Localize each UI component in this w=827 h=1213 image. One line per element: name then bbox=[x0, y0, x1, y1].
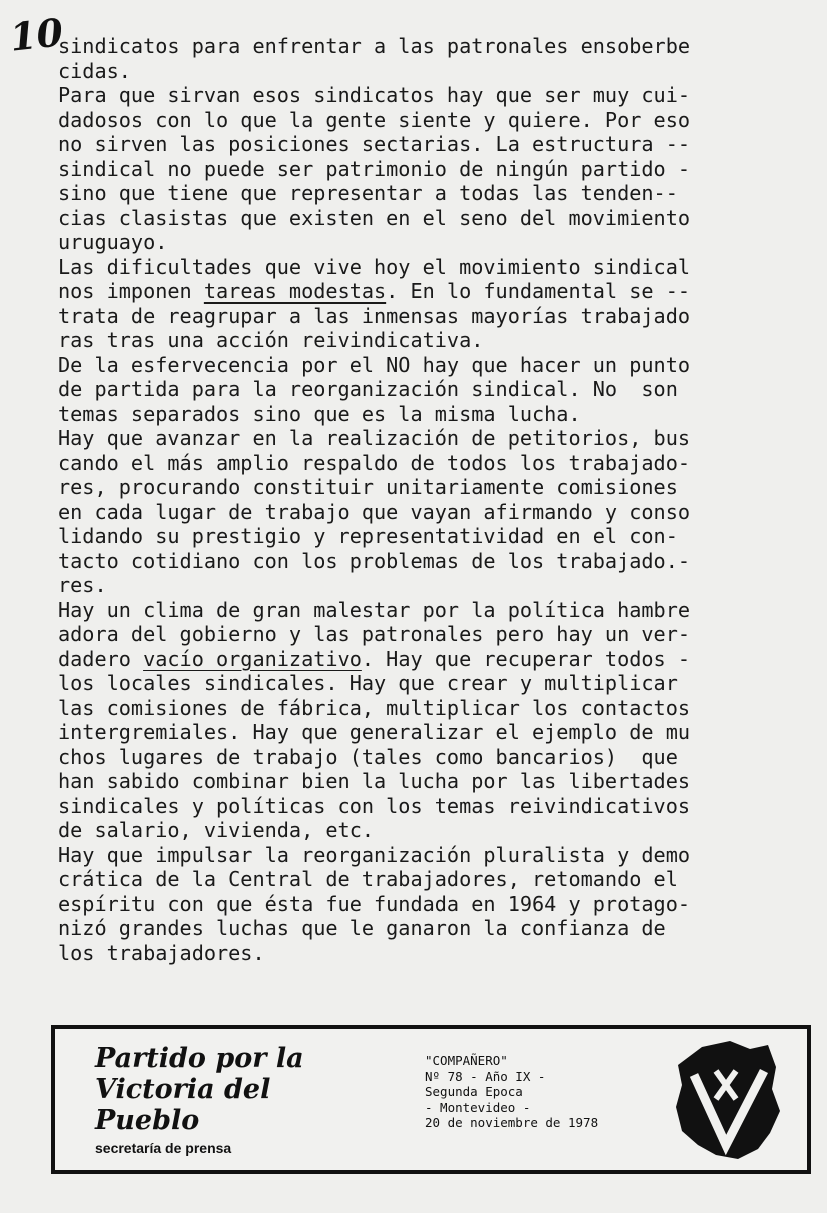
city: - Montevideo - bbox=[425, 1099, 531, 1115]
pvp-logo-icon bbox=[672, 1037, 782, 1163]
article-body bbox=[58, 34, 818, 965]
publication-date: 20 de noviembre de 1978 bbox=[425, 1115, 599, 1130]
text-line: temas separados sino que es la misma lucha. bbox=[58, 401, 581, 426]
text-line: Hay un clima de gran malestar por la política hambre bbox=[58, 597, 691, 622]
text-line: tacto cotidiano con los problemas de los trabajado.- bbox=[58, 548, 691, 573]
party-name bbox=[95, 1043, 304, 1136]
text-line: dadosos con lo que la gente siente y quiere. Por eso bbox=[58, 107, 691, 132]
underlined-phrase: tareas modestas bbox=[203, 279, 387, 303]
text-line: Para que sirvan esos sindicatos hay que ser muy cui- bbox=[58, 83, 691, 107]
text-line: lidando su prestigio y representatividad en el con- bbox=[58, 524, 678, 548]
text-line: res, procurando constituir unitariamente comisiones bbox=[58, 475, 678, 499]
text-line: no sirven las posiciones sectarias. La estructura -- bbox=[58, 132, 691, 156]
text-line: Las dificultades que vive hoy el movimiento sindical bbox=[58, 254, 691, 279]
line-text-after: . En lo fundamental se -- bbox=[386, 279, 691, 303]
text-line: sindicatos para enfrentar a las patronales ensoberbe bbox=[58, 34, 691, 58]
text-line: Hay que impulsar la reorganización pluralista y demo bbox=[58, 842, 691, 867]
text-line: Hay que avanzar en la realización de petitorios, bus bbox=[58, 426, 691, 450]
text-line: crática de la Central de trabajadores, retomando el bbox=[58, 867, 678, 891]
department-label: secretaría de prensa bbox=[95, 1140, 232, 1156]
text-line: espíritu con que ésta fue fundada en 1964 y protago- bbox=[58, 891, 691, 916]
line-text-before: nos imponen bbox=[58, 279, 204, 303]
page-number: 10 bbox=[7, 9, 66, 60]
text-line: sindicales y políticas con los temas reivindicativos bbox=[58, 793, 691, 818]
underlined-phrase: vacío organizativo bbox=[143, 646, 362, 671]
text-line: cidas. bbox=[58, 58, 131, 83]
publication-title: "COMPAÑERO" bbox=[425, 1053, 508, 1068]
party-name-line: Partido por la bbox=[95, 1043, 304, 1074]
text-line: en cada lugar de trabajo que vayan afirmando y conso bbox=[58, 499, 691, 524]
text-line: de partida para la reorganización sindical. No son bbox=[58, 377, 678, 401]
text-line: los trabajadores. bbox=[58, 940, 265, 965]
text-line-with-underline bbox=[58, 647, 818, 672]
text-line: cando el más amplio respaldo de todos los trabajado- bbox=[58, 450, 691, 475]
line-text-before: dadero bbox=[58, 646, 144, 671]
text-line: res. bbox=[58, 573, 107, 597]
text-line: adora del gobierno y las patronales pero hay un ver- bbox=[58, 622, 691, 646]
text-line: los locales sindicales. Hay que crear y multiplicar bbox=[58, 671, 678, 695]
text-line: sino que tiene que representar a todas las tenden-- bbox=[58, 181, 678, 205]
text-line: De la esfervecencia por el NO hay que hacer un punto bbox=[58, 352, 691, 377]
text-line: trata de reagrupar a las inmensas mayorías trabajado bbox=[58, 303, 691, 328]
party-name-line: Pueblo bbox=[95, 1105, 200, 1136]
edition: Segunda Epoca bbox=[425, 1084, 523, 1099]
text-line: chos lugares de trabajo (tales como bancarios) que bbox=[58, 744, 678, 769]
text-line: de salario, vivienda, etc. bbox=[58, 818, 375, 842]
text-line: sindical no puede ser patrimonio de ningún partido - bbox=[58, 156, 691, 181]
text-line: las comisiones de fábrica, multiplicar los contactos bbox=[58, 695, 691, 720]
text-line: uruguayo. bbox=[58, 230, 168, 254]
text-line: cias clasistas que existen en el seno del movimiento bbox=[58, 205, 691, 230]
publication-footer-box bbox=[51, 1025, 811, 1174]
issue-number: Nº 78 - Año IX - bbox=[425, 1068, 546, 1084]
line-text-after: . Hay que recuperar todos - bbox=[361, 646, 691, 671]
text-line-with-underline bbox=[58, 279, 818, 304]
text-line: han sabido combinar bien la lucha por las libertades bbox=[58, 769, 691, 793]
text-line: ras tras una acción reivindicativa. bbox=[58, 328, 484, 352]
text-line: nizó grandes luchas que le ganaron la confianza de bbox=[58, 916, 666, 940]
party-name-line: Victoria del bbox=[95, 1074, 271, 1105]
publication-info bbox=[425, 1053, 598, 1131]
text-line: intergremiales. Hay que generalizar el ejemplo de mu bbox=[58, 720, 691, 744]
